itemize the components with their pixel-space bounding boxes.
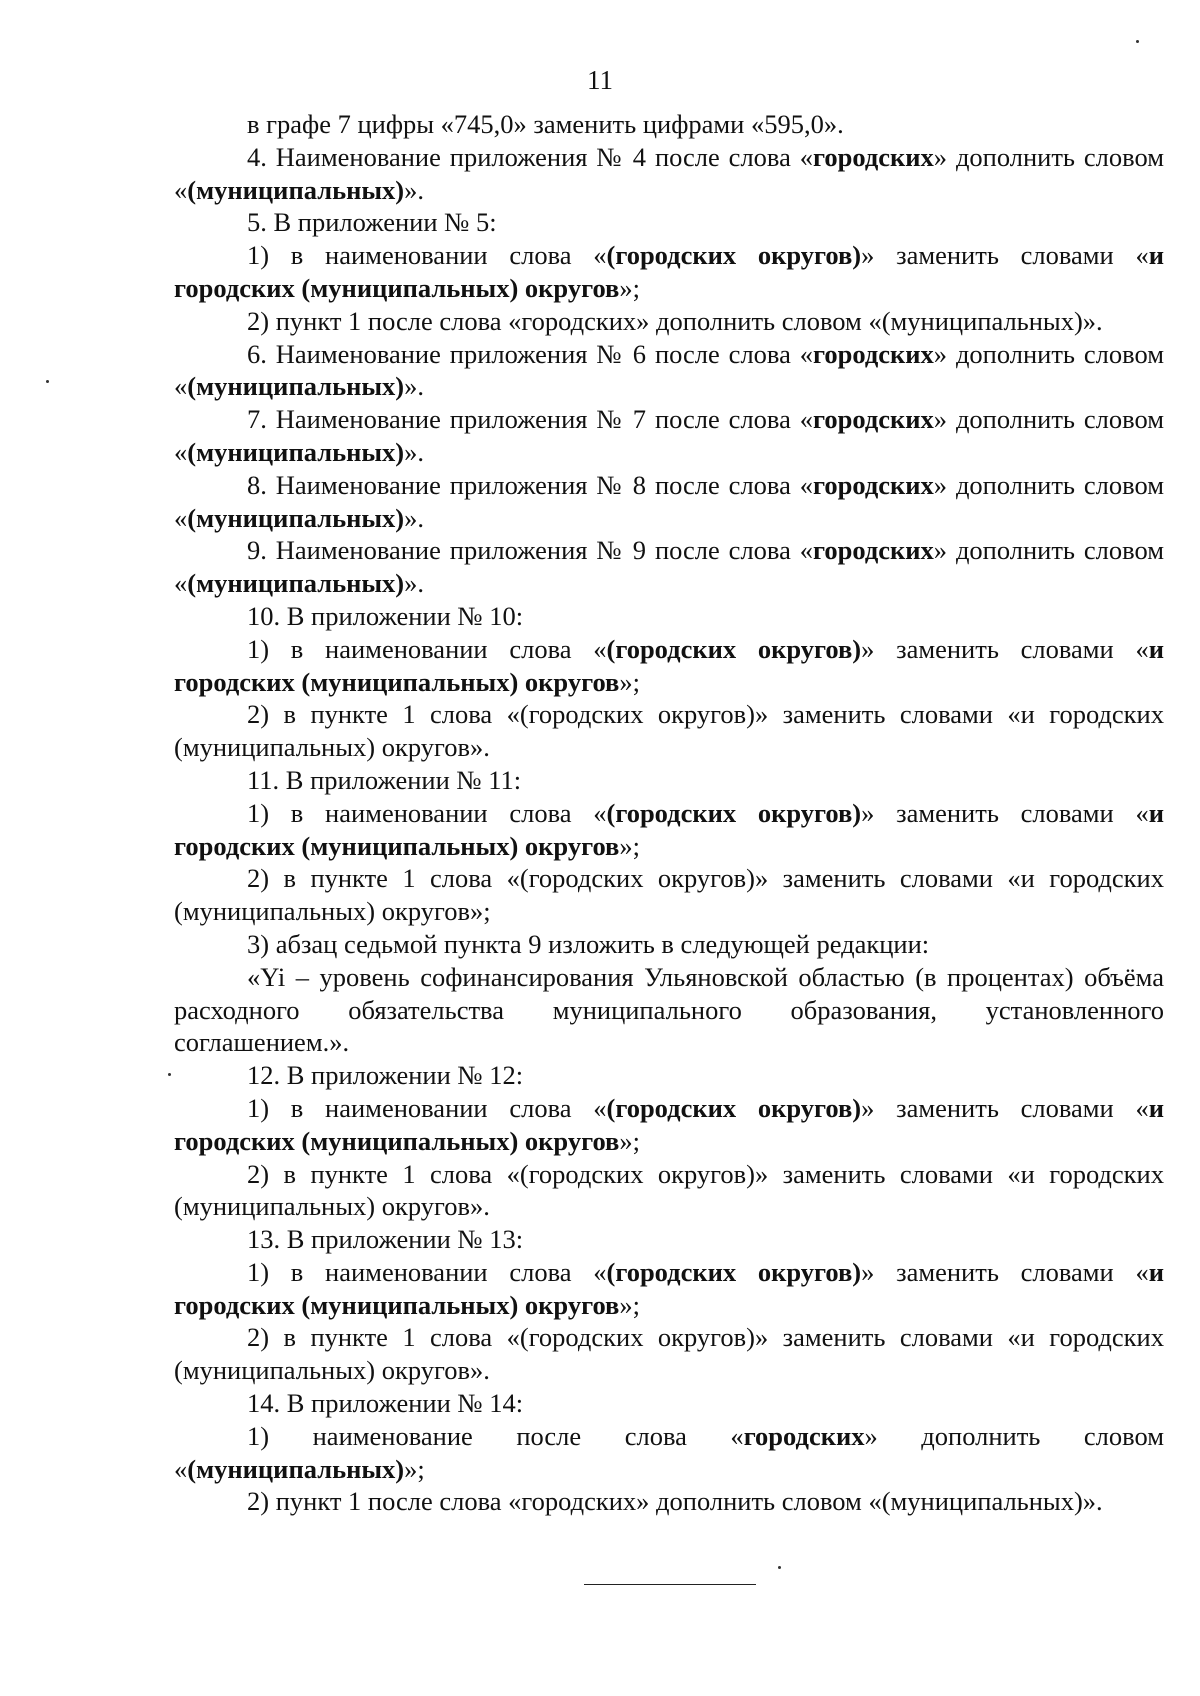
paragraph-item-5: 5. В приложении № 5: <box>247 207 497 238</box>
paragraph-item-11: 11. В приложении № 11: <box>247 764 522 795</box>
paragraph-item-8: 8. Наименование приложения № 8 после слова «городских» дополнить словом «(муниципальных)». <box>174 469 1164 533</box>
page-number: 11 <box>587 65 613 95</box>
document-body <box>174 108 1164 1518</box>
scan-speck <box>46 380 49 383</box>
paragraph-item-11-3: 3) абзац седьмой пункта 9 изложить в следующей редакции: <box>247 928 930 959</box>
paragraph-item-5-1: 1) в наименовании слова «(городских округов)» заменить словами «и городских (муниципальных) округов»; <box>174 240 1165 303</box>
paragraph-item-13: 13. В приложении № 13: <box>247 1224 524 1255</box>
paragraph-item-5-2: 2) пункт 1 после слова «городских» дополнить словом «(муниципальных)». <box>247 305 1103 336</box>
scan-speck <box>168 1073 171 1076</box>
paragraph-item-10-2: 2) в пункте 1 слова «(городских округов)» заменить словами «и городских (муниципальных) округов». <box>174 699 1164 763</box>
paragraph-item-11-2: 2) в пункте 1 слова «(городских округов)» заменить словами «и городских (муниципальных) округов»; <box>174 863 1164 927</box>
paragraph-item-12-2: 2) в пункте 1 слова «(городских округов)» заменить словами «и городских (муниципальных) округов». <box>174 1158 1164 1222</box>
paragraph-item-12: 12. В приложении № 12: <box>247 1060 524 1091</box>
paragraph-item-13-1: 1) в наименовании слова «(городских округов)» заменить словами «и городских (муниципальных) округов»; <box>174 1256 1165 1320</box>
paragraph-item-10-1: 1) в наименовании слова «(городских округов)» заменить словами «и городских (муниципальных) округов»; <box>174 633 1165 697</box>
paragraph-item-6: 6. Наименование приложения № 6 после слова «городских» дополнить словом «(муниципальных)». <box>174 338 1164 402</box>
paragraph-quoted-text: «Yi – уровень софинансирования Ульяновской областью (в процентах) объёма расходного обязательства муниципального образования, установленного соглашением.». <box>174 961 1164 1058</box>
paragraph-item-11-1: 1) в наименовании слова «(городских округов)» заменить словами «и городских (муниципальных) округов»; <box>174 797 1165 861</box>
paragraph-item-10: 10. В приложении № 10: <box>247 600 524 631</box>
paragraph-item-7: 7. Наименование приложения № 7 после слова «городских» дополнить словом «(муниципальных)». <box>174 404 1164 467</box>
paragraph-item-14: 14. В приложении № 14: <box>247 1388 524 1419</box>
paragraph-item-14-2: 2) пункт 1 после слова «городских» дополнить словом «(муниципальных)». <box>247 1486 1103 1517</box>
paragraph-item-13-2: 2) в пункте 1 слова «(городских округов)» заменить словами «и городских (муниципальных) округов». <box>174 1322 1164 1386</box>
paragraph-item-14-1: 1) наименование после слова «городских» дополнить словом «(муниципальных)»; <box>174 1420 1165 1484</box>
scan-speck <box>1136 40 1139 43</box>
end-of-document-rule <box>584 1584 756 1585</box>
paragraph-item-12-1: 1) в наименовании слова «(городских округов)» заменить словами «и городских (муниципальных) округов»; <box>174 1092 1165 1156</box>
paragraph-item-9: 9. Наименование приложения № 9 после слова «городских» дополнить словом «(муниципальных)». <box>174 535 1164 599</box>
scan-speck <box>778 1566 781 1569</box>
paragraph-item-4: 4. Наименование приложения № 4 после слова «городских» дополнить словом «(муниципальных)». <box>174 141 1164 205</box>
paragraph-graph-7: в графе 7 цифры «745,0» заменить цифрами «595,0». <box>247 109 844 139</box>
